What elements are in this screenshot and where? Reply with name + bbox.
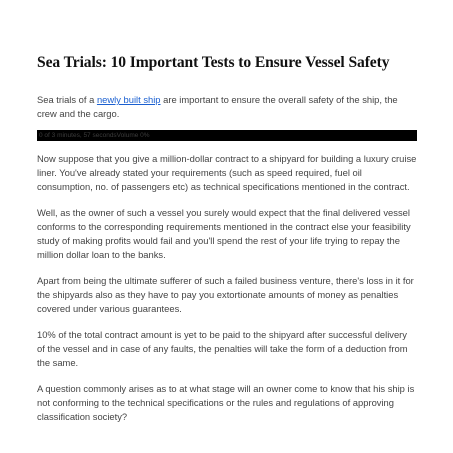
audio-player-bar[interactable]: [37, 130, 417, 141]
paragraph-shipyard-loss: Apart from being the ultimate sufferer of such a failed business venture, there's loss in it for the shipyards also as they have to pay you extortionate amounts of money as penalties covered under various guarantees.: [37, 275, 414, 314]
intro-paragraph: [37, 93, 417, 121]
player-status-text: 0 of 3 minutes, 57 secondsVolume 0%: [39, 132, 150, 139]
newly-built-ship-link[interactable]: newly built ship: [96, 94, 161, 105]
paragraph-owner-expectation: Well, as the owner of such a vessel you surely would expect that the final delivered vessel conforms to the corresponding requirements mentioned in the contract else your feasibility study of making profits would fail and you'll spend the rest of your life trying to repay the million dollar loan to the banks.: [37, 207, 411, 260]
intro-text-before: Sea trials of a: [37, 94, 97, 105]
paragraph-question: A question commonly arises as to at what stage will an owner come to know that his ship is not conforming to the technical specifications or the rules and regulations of approving classification society?: [37, 383, 415, 422]
paragraph-contract: Now suppose that you give a million-dollar contract to a shipyard for building a luxury cruise liner. You've already stated your requirements (such as speed required, fuel oil consumption, no. of passengers etc) as technical specifications mentioned in the contract.: [37, 153, 417, 192]
article-title: Sea Trials: 10 Important Tests to Ensure Vessel Safety: [37, 54, 390, 71]
intro-text-after: are important to ensure the overall safety of the ship, the crew and the cargo.: [37, 94, 398, 119]
paragraph-payment-deduction: 10% of the total contract amount is yet to be paid to the shipyard after successful delivery of the vessel and in case of any faults, the penalties will take the form of a deduction from the same.: [37, 329, 408, 368]
